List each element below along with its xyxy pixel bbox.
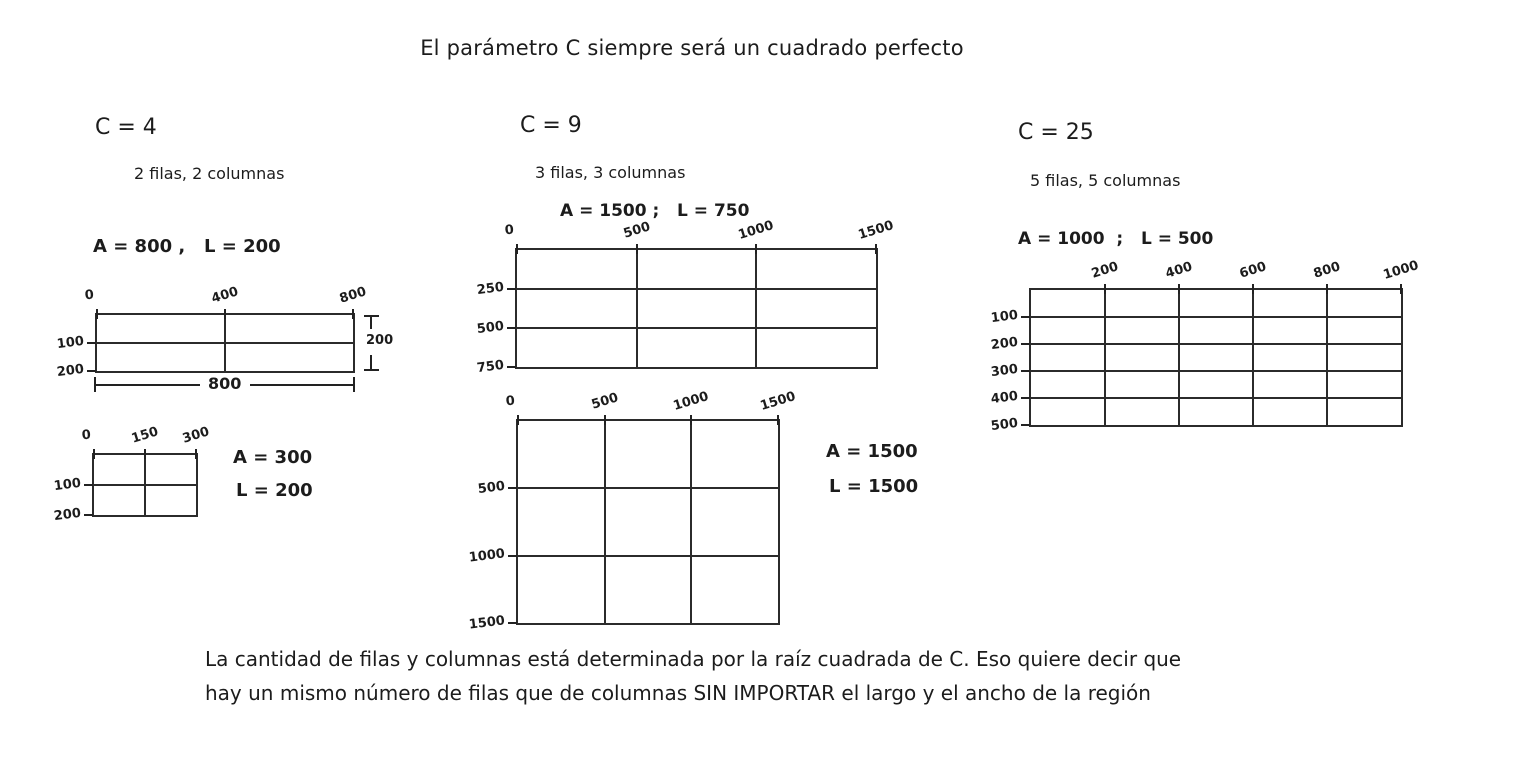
dimension-top-stem — [370, 316, 372, 329]
c9-bottom-length-label: L = 1500 — [829, 476, 919, 497]
grid-box: 0 500 1000 1500 250 500 750 — [476, 218, 896, 377]
x-tick-mark — [1252, 284, 1254, 294]
grid-hline — [94, 484, 196, 486]
y-tick-mark — [508, 487, 517, 489]
x-tick-mark — [1326, 284, 1328, 294]
dimension-bottom-stem — [370, 355, 372, 369]
dimension-bottom-cap — [364, 369, 379, 371]
x-tick-mark — [690, 415, 692, 425]
footer-line2: hay un mismo número de filas que de columnas SIN IMPORTAR el largo y el ancho de la región — [205, 681, 1151, 705]
y-tick-mark — [87, 370, 96, 372]
x-tick-mark — [1178, 284, 1180, 294]
grid-box: 0 400 800 100 200 — [56, 284, 369, 381]
y-tick-label: 100 — [990, 307, 1019, 327]
y-tick-label: 400 — [990, 388, 1019, 408]
y-tick-label: 200 — [56, 361, 85, 381]
grid-hline — [97, 342, 353, 344]
c4-subheading: 2 filas, 2 columnas — [134, 164, 285, 183]
x-tick-mark — [604, 415, 606, 425]
y-tick-mark — [508, 555, 517, 557]
x-tick-mark — [352, 309, 354, 319]
y-tick-mark — [84, 514, 93, 516]
grid-box: 0 500 1000 1500 500 1000 1500 — [468, 389, 798, 633]
grid-c4-main — [56, 284, 369, 381]
y-tick-mark — [1021, 370, 1030, 372]
x-tick-mark — [1104, 284, 1106, 294]
y-tick-label: 1500 — [468, 613, 506, 633]
dimension-right-end — [353, 377, 355, 392]
c4-small-area-label: A = 300 — [233, 447, 313, 468]
c9-subheading: 3 filas, 3 columnas — [535, 163, 686, 182]
grid-c9-top — [476, 218, 896, 377]
page-title: El parámetro C siempre será un cuadrado perfecto — [420, 36, 964, 60]
x-tick-mark — [517, 415, 519, 425]
c25-subheading: 5 filas, 5 columnas — [1030, 171, 1181, 190]
x-tick-mark — [93, 449, 95, 459]
x-tick-mark — [1400, 284, 1402, 294]
x-tick-mark — [195, 449, 197, 459]
grid-vline — [604, 421, 606, 623]
x-tick-mark — [224, 309, 226, 319]
x-tick-mark — [144, 449, 146, 459]
grid-box: 200 400 600 800 1000 100 200 300 400 500 — [990, 258, 1421, 435]
grid-vline — [755, 250, 757, 367]
y-tick-label: 500 — [477, 479, 506, 498]
c9-heading: C = 9 — [520, 113, 582, 138]
grid-hline — [1031, 316, 1401, 318]
grid-hline — [517, 327, 876, 329]
grid-hline — [1031, 397, 1401, 399]
grid-hline — [518, 487, 778, 489]
y-tick-label: 500 — [476, 318, 505, 338]
dimension-right-line — [250, 384, 353, 386]
height-dimension-label: 200 — [366, 333, 394, 348]
c9-bottom-area-label: A = 1500 — [826, 441, 918, 462]
y-tick-mark — [87, 342, 96, 344]
c25-params: A = 1000 ; L = 500 — [1018, 229, 1214, 249]
c4-heading: C = 4 — [95, 115, 157, 140]
grid-vline — [1326, 290, 1328, 425]
x-tick-mark — [636, 244, 638, 254]
y-tick-mark — [507, 288, 516, 290]
y-tick-label: 300 — [990, 361, 1019, 381]
grid-hline — [1031, 370, 1401, 372]
footer-note — [205, 642, 1181, 710]
c9-params: A = 1500 ; L = 750 — [560, 201, 750, 221]
grid-vline — [1104, 290, 1106, 425]
y-tick-mark — [507, 327, 516, 329]
y-tick-mark — [1021, 343, 1030, 345]
x-tick-mark — [755, 244, 757, 254]
y-tick-mark — [1021, 316, 1030, 318]
grid-vline — [1178, 290, 1180, 425]
x-tick-mark — [516, 244, 518, 254]
footer-line1: La cantidad de filas y columnas está determinada por la raíz cuadrada de C. Eso quiere decir que — [205, 647, 1182, 671]
grid-hline — [517, 288, 876, 290]
y-tick-label: 200 — [53, 505, 82, 525]
y-tick-label: 500 — [990, 415, 1019, 435]
y-tick-label: 250 — [476, 279, 505, 299]
grid-c25 — [990, 258, 1421, 435]
grid-c4-small — [53, 424, 212, 525]
y-tick-label: 200 — [990, 334, 1019, 354]
y-tick-mark — [508, 622, 517, 624]
grid-vline — [636, 250, 638, 367]
grid-hline — [518, 555, 778, 557]
y-tick-mark — [1021, 424, 1030, 426]
grid-vline — [690, 421, 692, 623]
grid-vline — [1252, 290, 1254, 425]
width-dimension-label: 800 — [208, 374, 242, 393]
y-tick-mark — [1021, 397, 1030, 399]
x-tick-mark — [875, 244, 877, 254]
y-tick-label: 100 — [56, 333, 85, 353]
y-tick-label: 100 — [53, 475, 82, 495]
y-tick-label: 1000 — [468, 546, 506, 566]
c4-small-length-label: L = 200 — [236, 480, 313, 501]
y-tick-mark — [84, 484, 93, 486]
grid-box: 0 150 300 100 200 — [53, 424, 212, 525]
x-tick-mark — [777, 415, 779, 425]
c25-heading: C = 25 — [1018, 120, 1094, 145]
x-tick-mark — [96, 309, 98, 319]
dimension-left-line — [96, 384, 200, 386]
y-tick-mark — [507, 366, 516, 368]
grid-c9-bottom — [468, 389, 798, 633]
c4-params: A = 800 , L = 200 — [93, 236, 281, 257]
y-tick-label: 750 — [476, 357, 505, 377]
grid-hline — [1031, 343, 1401, 345]
